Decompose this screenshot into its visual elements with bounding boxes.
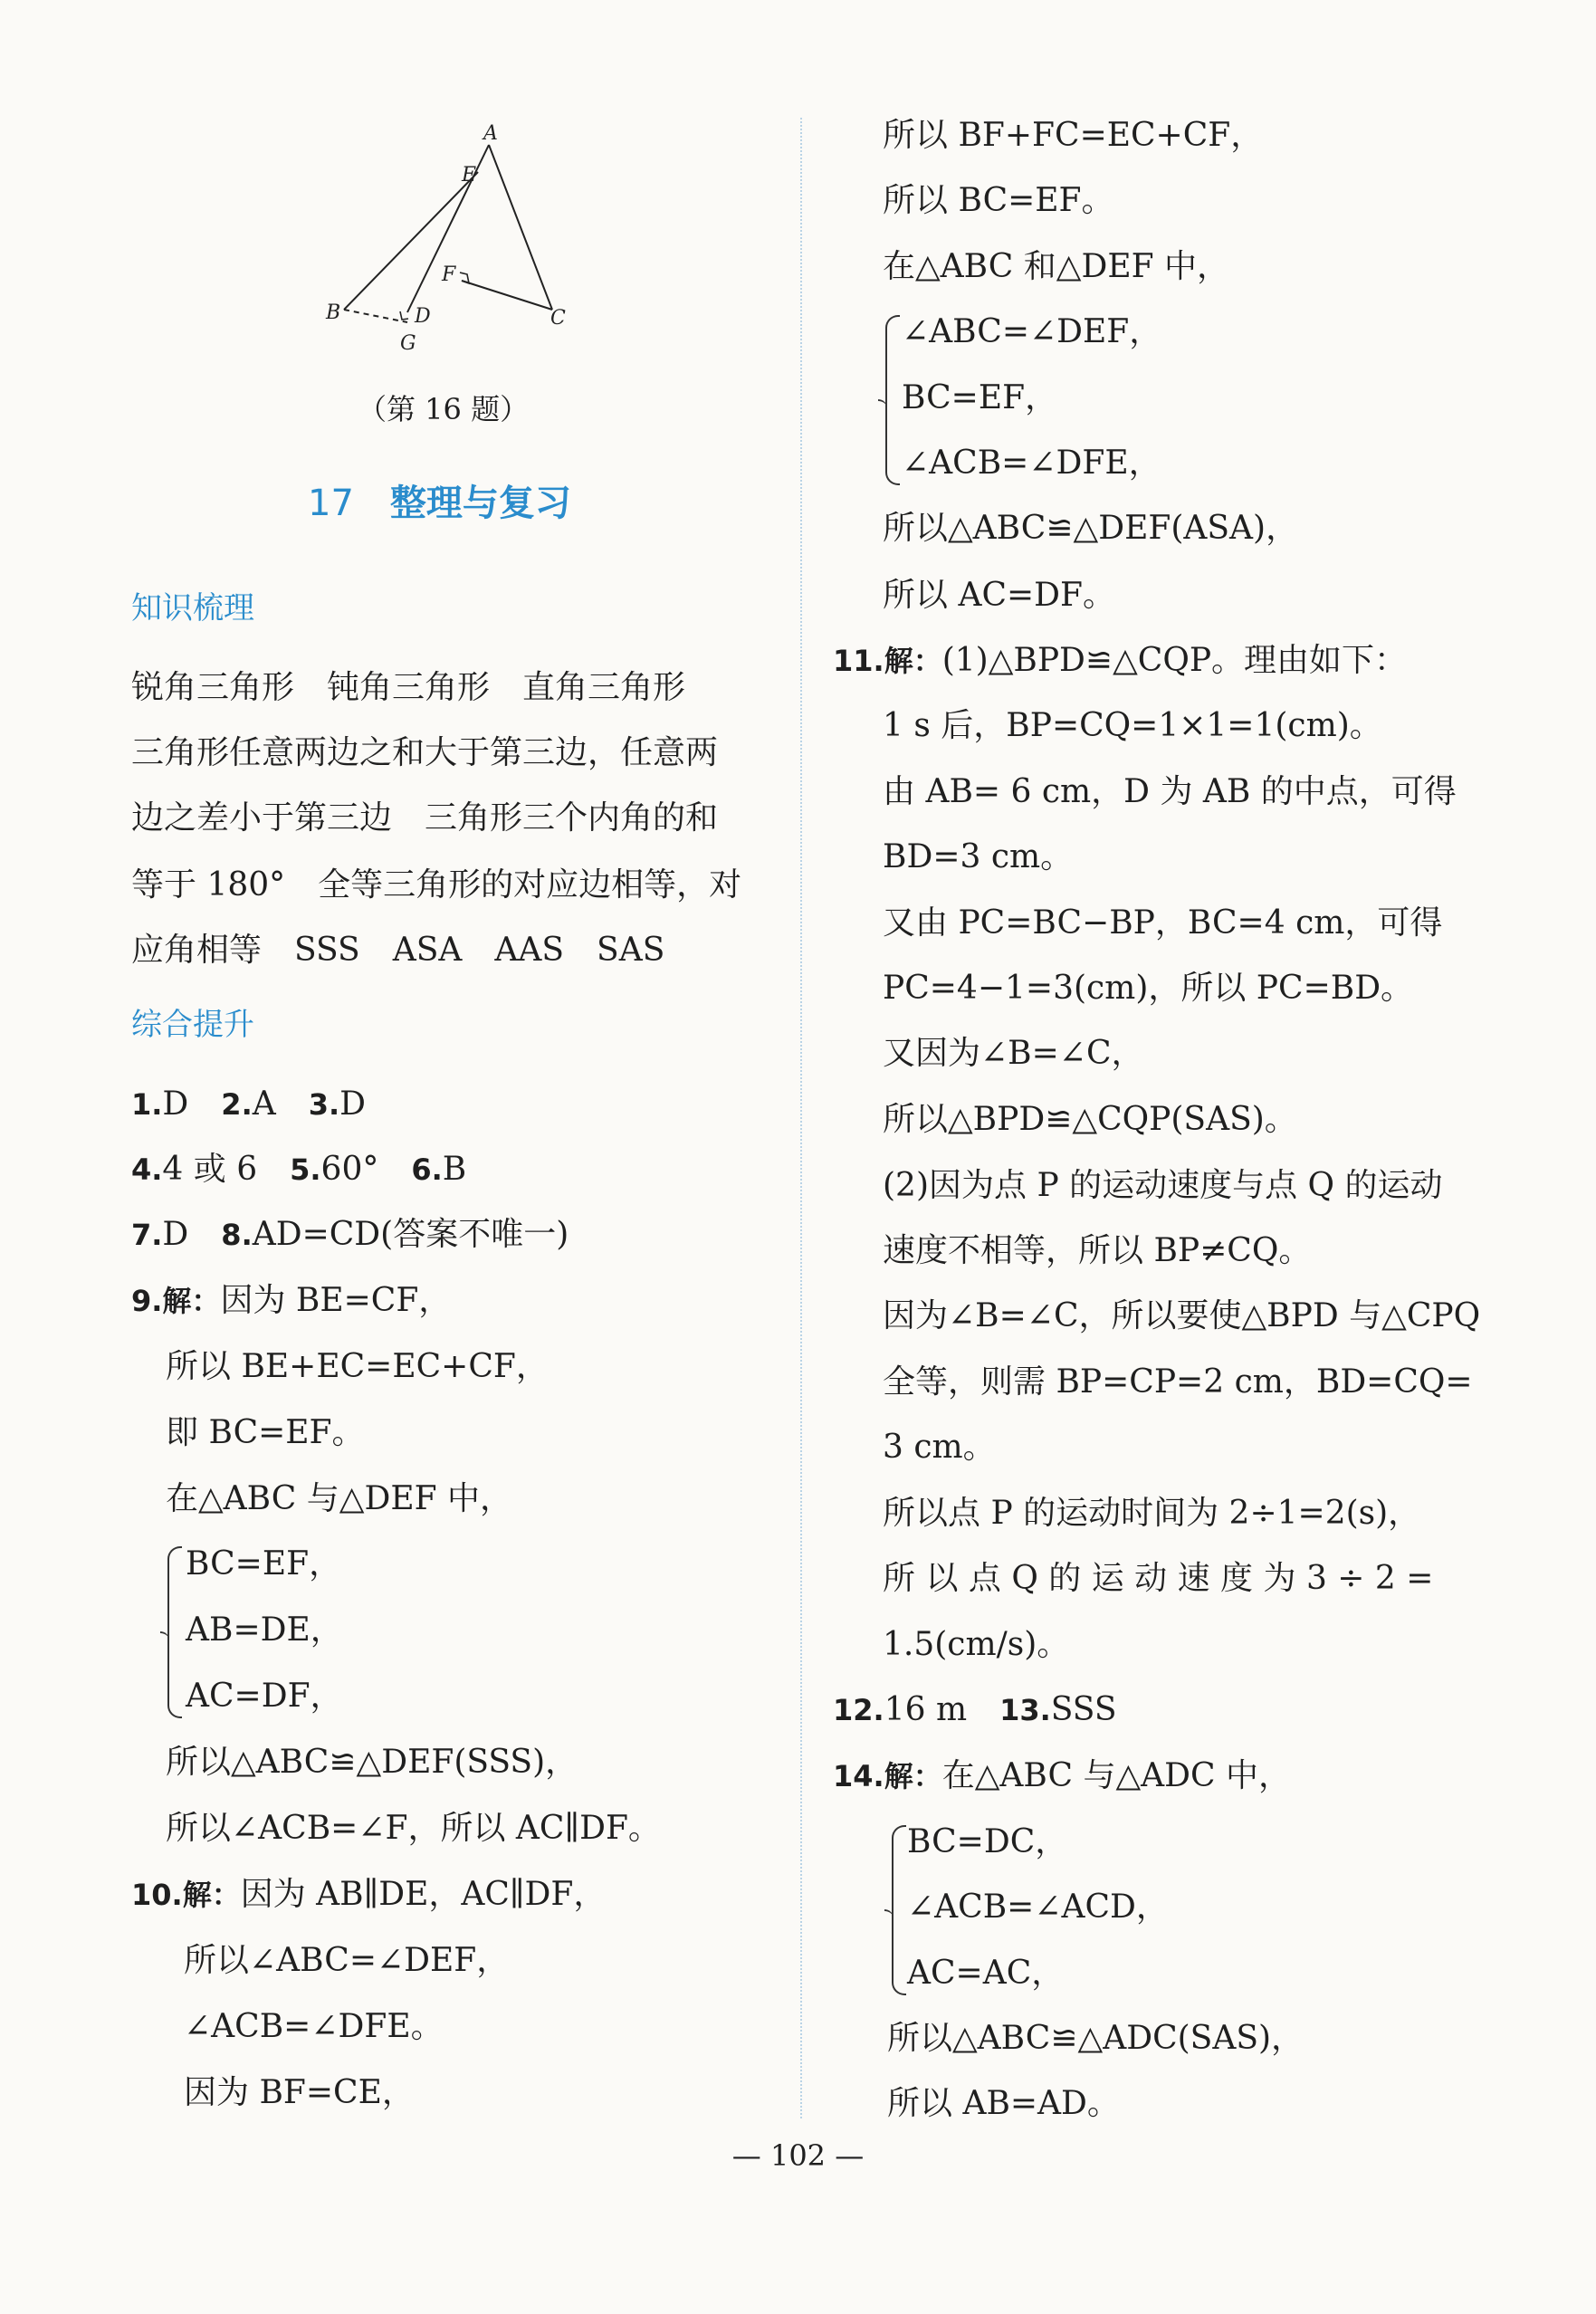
q14-brace (892, 1825, 906, 1995)
q10-cont-2: 所以 BC=EF。 (883, 182, 1114, 219)
q14-line-6: 所以 AB=AD。 (887, 2085, 1120, 2122)
answer-row-1: 1.D 2.A 3.D (131, 1085, 367, 1123)
q10-brace (885, 315, 900, 485)
q11-line-4: BD=3 cm。 (883, 838, 1074, 875)
label-f: F (442, 263, 456, 286)
q14-line-3: ∠ACB=∠ACD， (907, 1888, 1169, 1926)
q11-line-9: (2)因为点 P 的运动速度与点 Q 的运动 (883, 1167, 1443, 1204)
knowledge-line-5: 应角相等 SSS ASA AAS SAS (131, 932, 665, 969)
q9-line-1: 9.解：因为 BE=CF， (131, 1282, 452, 1319)
q12-13-row: 12.16 m 13.SSS (833, 1691, 1117, 1728)
q9-brace (167, 1546, 182, 1718)
q11-line-10: 速度不相等，所以 BP≠CQ。 (883, 1232, 1312, 1269)
q11-line-1: 11.解：(1)△BPD≌△CQP。理由如下： (833, 642, 1408, 679)
q14-line-2: BC=DC， (907, 1823, 1068, 1860)
q9-line-8: 所以△ABC≌△DEF(SSS)， (166, 1744, 578, 1781)
q9-line-6: AB=DE， (186, 1611, 343, 1649)
figure-caption: （第 16 题） (358, 392, 530, 426)
knowledge-line-4: 等于 180° 全等三角形的对应边相等，对 (131, 866, 742, 904)
label-a: A (483, 122, 498, 145)
q10-line-4: 因为 BF=CE， (184, 2074, 415, 2111)
q9-line-2: 所以 BE+EC=EC+CF， (166, 1348, 549, 1385)
q11-line-8: 所以△BPD≌△CQP(SAS)。 (883, 1101, 1297, 1138)
q14-line-1: 14.解：在△ABC 与△ADC 中， (833, 1757, 1292, 1794)
q9-line-4: 在△ABC 与△DEF 中， (166, 1480, 513, 1517)
q9-line-5: BC=EF， (186, 1545, 342, 1583)
q11-line-12: 全等，则需 BP=CP=2 cm，BD=CQ= (883, 1363, 1473, 1401)
q11-line-2: 1 s 后，BP=CQ=1×1=1(cm)。 (883, 707, 1382, 744)
q11-line-7: 又因为∠B=∠C， (883, 1035, 1144, 1072)
q9-line-3: 即 BC=EF。 (166, 1414, 365, 1451)
label-c: C (550, 307, 566, 330)
answer-row-3: 7.D 8.AD=CD(答案不唯一) (131, 1216, 569, 1253)
q10-cont-1: 所以 BF+FC=EC+CF， (883, 117, 1264, 154)
q11-line-5: 又由 PC=BC−BP，BC=4 cm，可得 (883, 904, 1443, 942)
q10-cont-5: BC=EF， (902, 379, 1058, 416)
q11-line-14: 所以点 P 的运动时间为 2÷1=2(s)， (883, 1495, 1421, 1532)
page-number: — 102 — (731, 2138, 865, 2173)
section-title (308, 480, 571, 527)
knowledge-line-3: 边之差小于第三边 三角形三个内角的和 (131, 799, 719, 837)
label-b: B (326, 301, 341, 324)
q11-line-3: 由 AB= 6 cm，D 为 AB 的中点，可得 (883, 773, 1457, 810)
knowledge-line-1: 锐角三角形 钝角三角形 直角三角形 (131, 669, 686, 706)
q11-line-11: 因为∠B=∠C，所以要使△BPD 与△CPQ (883, 1297, 1481, 1334)
q11-line-15: 所 以 点 Q 的 运 动 速 度 为 3 ÷ 2 = (883, 1560, 1434, 1597)
section-name: 整理与复习 (389, 483, 571, 524)
q10-line-3: ∠ACB=∠DFE。 (184, 2008, 444, 2045)
q10-cont-7: 所以△ABC≌△DEF(ASA)， (883, 510, 1299, 547)
label-g: G (400, 332, 416, 355)
q9-line-7: AC=DF， (186, 1678, 343, 1715)
label-e: E (462, 164, 477, 186)
knowledge-line-2: 三角形任意两边之和大于第三边，任意两 (131, 734, 719, 771)
section-number: 17 (308, 483, 354, 524)
q11-line-16: 1.5(cm/s)。 (883, 1626, 1070, 1663)
q11-line-13: 3 cm。 (883, 1429, 996, 1466)
q14-line-5: 所以△ABC≌△ADC(SAS)， (887, 2020, 1305, 2057)
q9-line-9: 所以∠ACB=∠F，所以 AC∥DF。 (166, 1810, 661, 1847)
q10-cont-8: 所以 AC=DF。 (883, 577, 1115, 614)
column-divider (800, 118, 802, 2118)
heading-knowledge: 知识梳理 (131, 590, 254, 626)
triangle-figure (317, 118, 607, 362)
answer-row-2: 4.4 或 6 5.60° 6.B (131, 1151, 467, 1188)
label-d: D (415, 305, 431, 328)
q11-line-6: PC=4−1=3(cm)，所以 PC=BD。 (883, 970, 1414, 1007)
q14-line-4: AC=AC， (907, 1955, 1065, 1992)
heading-synthesis: 综合提升 (131, 1007, 254, 1043)
q10-line-2: 所以∠ABC=∠DEF， (184, 1942, 510, 1979)
q10-cont-6: ∠ACB=∠DFE， (902, 445, 1161, 482)
q10-cont-3: 在△ABC 和△DEF 中， (883, 248, 1230, 285)
q10-line-1: 10.解：因为 AB∥DE，AC∥DF， (131, 1876, 607, 1913)
q10-cont-4: ∠ABC=∠DEF， (902, 313, 1162, 350)
